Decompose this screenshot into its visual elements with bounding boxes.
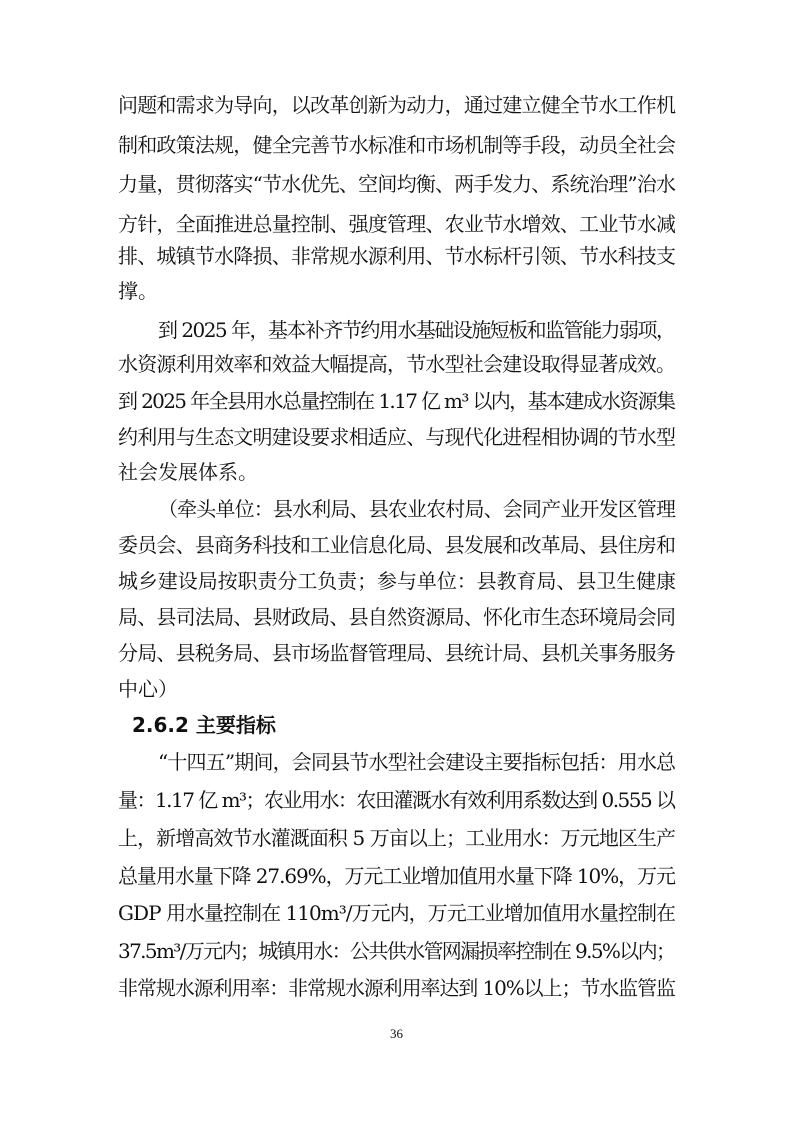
text-line: 量：1.17 亿 m³；农业用水：农田灌溉水有效利用系数达到 0.555 以 — [118, 788, 675, 812]
text-line: 方针，全面推进总量控制、强度管理、农业节水增效、工业节水减 — [118, 212, 676, 236]
text-line: 力量，贯彻落实“节水优先、空间均衡、两手发力、系统治理”治水 — [118, 172, 676, 196]
text-line: 到 2025 年，基本补齐节约用水基础设施短板和监管能力弱项， — [158, 318, 675, 342]
text-line: “十四五”期间，会同县节水型社会建设主要指标包括：用水总 — [158, 750, 676, 774]
text-line: 分局、县税务局、县市场监督管理局、县统计局、县机关事务服务 — [118, 641, 676, 665]
text-line: 城乡建设局按职责分工负责；参与单位：县教育局、县卫生健康 — [118, 569, 676, 593]
text-line: 局、县司法局、县财政局、县自然资源局、怀化市生态环境局会同 — [118, 605, 676, 629]
text-line: 问题和需求为导向，以改革创新为动力，通过建立健全节水工作机 — [118, 93, 676, 117]
page-number: 36 — [390, 1026, 403, 1041]
text-line: 到 2025 年全县用水总量控制在 1.17 亿 m³ 以内，基本建成水资源集 — [118, 389, 675, 413]
text-line: 37.5m³/万元内；城镇用水：公共供水管网漏损率控制在 9.5%以内； — [118, 939, 675, 963]
text-line: GDP 用水量控制在 110m³/万元内，万元工业增加值用水量控制在 — [118, 901, 676, 925]
text-line: 撑。 — [118, 279, 158, 303]
text-line: 中心） — [118, 677, 178, 701]
text-line: （牵头单位：县水利局、县农业农村局、会同产业开发区管理 — [158, 497, 676, 521]
text-line: 水资源利用效率和效益大幅提高，节水型社会建设取得显著成效。 — [118, 352, 676, 376]
text-line: 社会发展体系。 — [118, 460, 258, 484]
text-line: 制和政策法规，健全完善节水标准和市场机制等手段，动员全社会 — [118, 133, 676, 157]
text-line: 非常规水源利用率：非常规水源利用率达到 10%以上；节水监管监 — [118, 976, 675, 1000]
text-line: 上，新增高效节水灌溉面积 5 万亩以上；工业用水：万元地区生产 — [118, 826, 676, 850]
section-heading: 2.6.2 主要指标 — [132, 713, 276, 737]
text-line: 总量用水量下降 27.69%，万元工业增加值用水量下降 10%，万元 — [118, 864, 675, 888]
text-line: 委员会、县商务科技和工业信息化局、县发展和改革局、县住房和 — [118, 533, 676, 557]
text-line: 约利用与生态文明建设要求相适应、与现代化进程相协调的节水型 — [118, 425, 676, 449]
text-line: 排、城镇节水降损、非常规水源利用、节水标杆引领、节水科技支 — [118, 244, 676, 268]
